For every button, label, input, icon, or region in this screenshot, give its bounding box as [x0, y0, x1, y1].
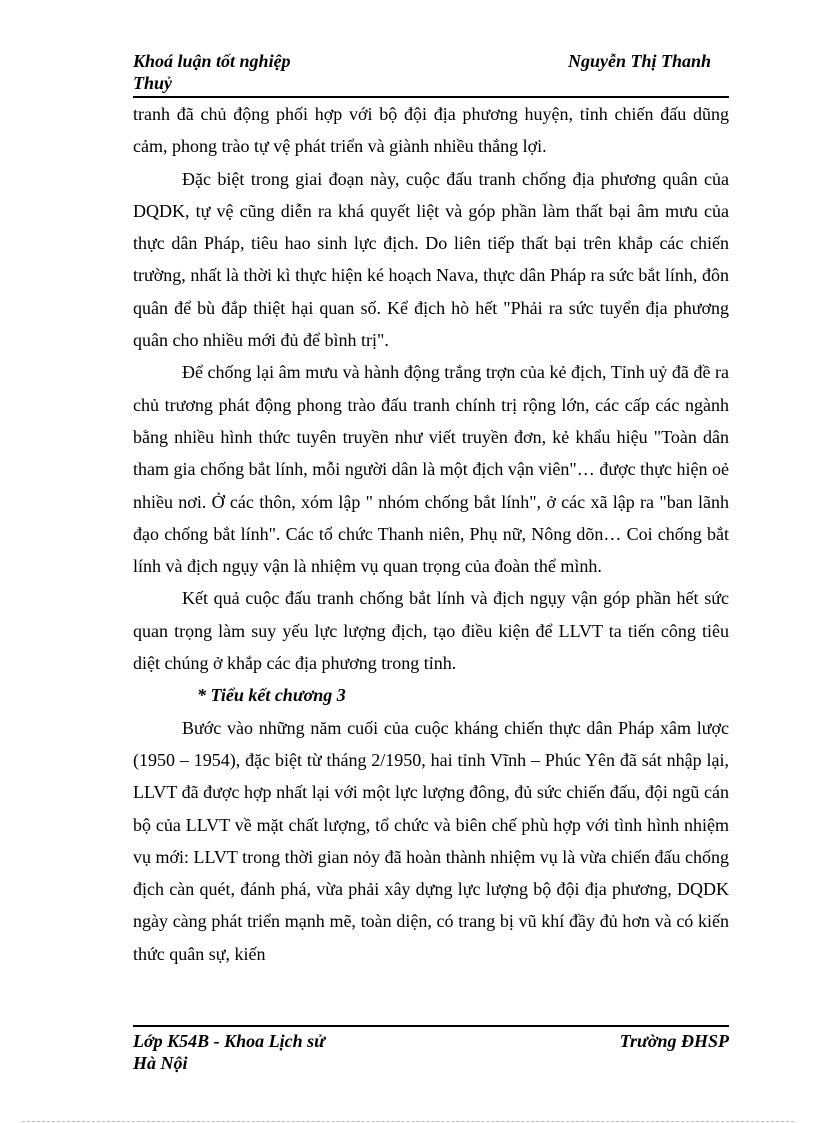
header-author-name-continued: Thuỷ: [133, 73, 173, 93]
footer-university: Trường ĐHSP: [619, 1031, 729, 1051]
paragraph: tranh đã chủ động phối hợp với bộ đội địa phương huyện, tỉnh chiến đấu dũng cảm, phong trào tự vệ phát triển và giành nhiều thắng lợi.: [133, 104, 729, 157]
header-thesis-title: Khoá luận tốt nghiệp: [133, 51, 291, 71]
paragraph: Để chống lại âm mưu và hành động trắng trợn của kẻ địch, Tỉnh uỷ đã đề ra chủ trương phát động phong trào đấu tranh chính trị rộng lớn, các cấp các ngành bằng nhiều hình thức tuyên truyền như viết truyền đơn, kẻ khẩu hiệu "Toàn dân tham gia chống bắt lính, mỗi người dân là một địch vận viên"… được thực hiện oẻ nhiều nơi. Ở các thôn, xóm lập " nhóm chống bắt lính", ở các xã lập ra "ban lãnh đạo chống bắt lính". Các tổ chức Thanh niên, Phụ nữ, Nông dõn… Coi chống bắt lính và địch ngụy vận là nhiệm vụ quan trọng của đoàn thể mình.: [133, 362, 729, 577]
paragraph: Kết quả cuộc đấu tranh chống bắt lính và địch ngụy vận góp phần hết sức quan trọng làm suy yếu lực lượng địch, tạo điều kiện để LLVT ta tiến công tiêu diệt chúng ở khắp các địa phương trong tỉnh.: [133, 588, 729, 674]
footer-rule: [133, 1025, 729, 1027]
body-text: [133, 98, 729, 970]
page-bottom-separator: [22, 1121, 794, 1122]
paragraph: Bước vào những năm cuối của cuộc kháng chiến thực dân Pháp xâm lược (1950 – 1954), đặc biệt từ tháng 2/1950, hai tỉnh Vĩnh – Phúc Yên đã sát nhập lại, LLVT đã được hợp nhất lại với một lực lượng đông, đủ sức chiến đấu, đội ngũ cán bộ của LLVT về mặt chất lượng, tổ chức và biên chế phù hợp với tình hình nhiệm vụ mới: LLVT trong thời gian nỏy đã hoàn thành nhiệm vụ là vừa chiến đấu chống địch càn quét, đánh phá, vừa phải xây dựng lực lượng bộ đội địa phương, DQDK ngày càng phát triển mạnh mẽ, toàn diện, có trang bị vũ khí đầy đủ hơn và có kiến thức quân sự, kiến: [133, 717, 729, 964]
section-subheading: * Tiểu kết chương 3: [197, 685, 346, 706]
header-author-name: Nguyễn Thị Thanh: [567, 51, 711, 71]
paragraph: Đặc biệt trong giai đoạn này, cuộc đấu tranh chống địa phương quân của DQDK, tự vệ cũng diễn ra khá quyết liệt và góp phần làm thất bại âm mưu của thực dân Pháp, tiêu hao sinh lực địch. Do liên tiếp thất bại trên khắp các chiến trường, nhất là thời kì thực hiện ké hoạch Nava, thực dân Pháp ra sức bắt lính, đôn quân để bù đắp thiệt hại quan số. Kể địch hò hết "Phải ra sức tuyển địa phương quân cho nhiều mới đủ để bình trị".: [133, 168, 729, 351]
footer-city: Hà Nội: [133, 1053, 188, 1073]
footer-class-faculty: Lớp K54B - Khoa Lịch sử: [133, 1031, 325, 1051]
